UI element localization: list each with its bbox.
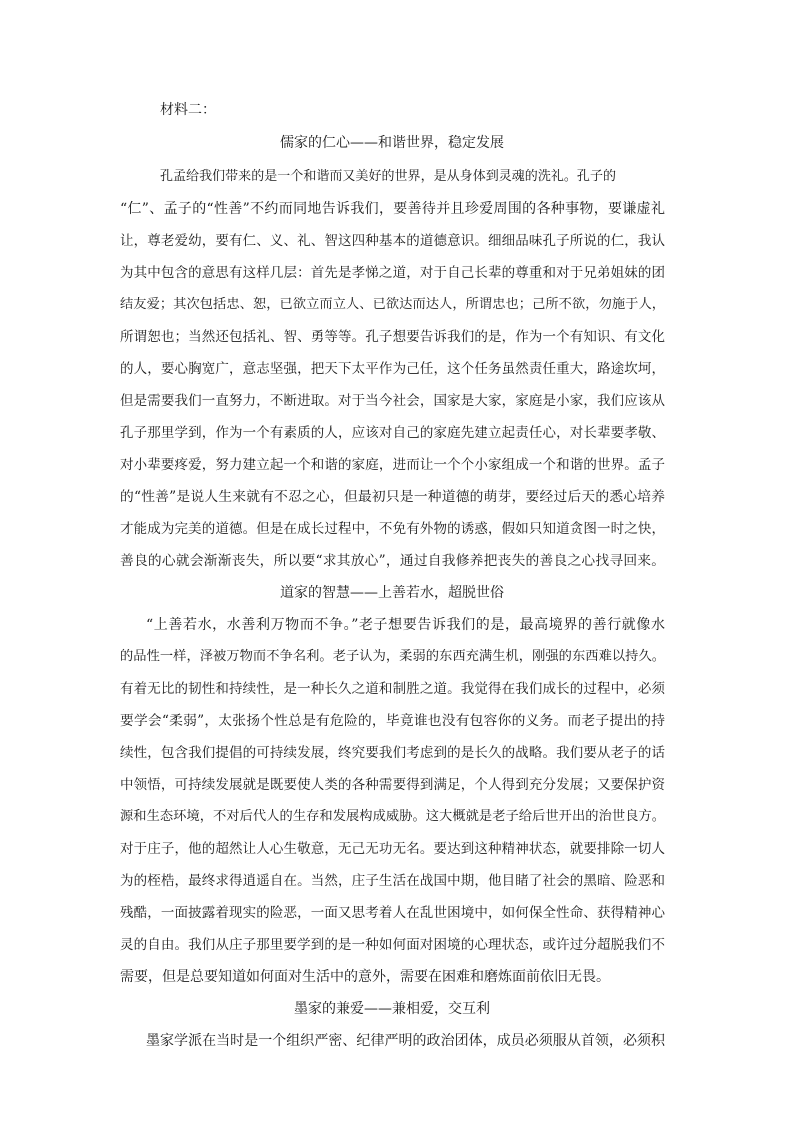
paragraph-line: 才能成为完美的道德。但是在成长过程中，不免有外物的诱惑，假如只知道贪图一时之快， (120, 521, 665, 537)
section-heading-mohist: 墨家的兼爱——兼相爱，交互利 (294, 1001, 490, 1017)
paragraph-line: 孔子那里学到，作为一个有素质的人，应该对自己的家庭先建立起责任心，对长辈要孝敬、 (120, 425, 665, 441)
paragraph-line: 的人，要心胸宽广，意志坚强，把天下太平作为己任，这个任务虽然责任重大，路途坎坷， (120, 361, 665, 377)
paragraph-line: 源和生态环境，不对后代人的生存和发展构成威胁。这大概就是老子给后世开出的治世良方。 (120, 809, 665, 824)
paragraph-line: 但是需要我们一直努力，不断进取。对于当今社会，国家是大家，家庭是小家，我们应该从 (120, 393, 665, 409)
paragraph-line: 墨家学派在当时是一个组织严密、纪律严明的政治团体，成员必须服从首领，必须积 (146, 1033, 665, 1049)
paragraph-line: 所谓恕也；当然还包括礼、智、勇等等。孔子想要告诉我们的是，作为一个有知识、有文化 (120, 329, 665, 345)
section-heading-daoist: 道家的智慧——上善若水，超脱世俗 (280, 585, 504, 601)
paragraph-line: 续性，包含我们提倡的可持续发展，终究要我们考虑到的是长久的战略。我们要从老子的话 (120, 745, 665, 761)
paragraph-line: 要学会“柔弱”，太张扬个性总是有危险的，毕竟谁也没有包容你的义务。而老子提出的持 (120, 713, 665, 729)
paragraph-line: “上善若水，水善利万物而不争。”老子想要告诉我们的是，最高境界的善行就像水 (146, 617, 665, 633)
paragraph-line: 为的桎梏，最终求得逍遥自在。当然，庄子生活在战国中期，他目睹了社会的黑暗、险恶和 (120, 873, 665, 889)
paragraph-line: 善良的心就会渐渐丧失，所以要“求其放心”，通过自我修养把丧失的善良之心找寻回来。 (120, 553, 665, 569)
paragraph-line: “仁”、孟子的“性善”不约而同地告诉我们，要善待并且珍爱周围的各种事物，要谦虚礼 (120, 201, 665, 217)
paragraph-line: 让，尊老爱幼，要有仁、义、礼、智这四种基本的道德意识。细细品味孔子所说的仁，我认 (120, 233, 665, 249)
paragraph-line: 结友爱；其次包括忠、恕，已欲立而立人、已欲达而达人，所谓忠也；己所不欲，勿施于人， (120, 297, 665, 312)
paragraph-line: 对于庄子，他的超然让人心生敬意，无己无功无名。要达到这种精神状态，就要排除一切人 (120, 841, 665, 857)
paragraph-line: 灵的自由。我们从庄子那里要学到的是一种如何面对困境的心理状态，或许过分超脱我们不 (120, 937, 665, 953)
material-label: 材料二： (160, 102, 216, 118)
paragraph-line: 的“性善”是说人生来就有不忍之心，但最初只是一种道德的萌芽，要经过后天的悉心培养 (120, 489, 665, 505)
paragraph-line: 为其中包含的意思有这样几层：首先是孝悌之道，对于自己长辈的尊重和对于兄弟姐妹的团 (120, 265, 665, 281)
paragraph-line: 的品性一样，泽被万物而不争名利。老子认为，柔弱的东西充满生机，刚强的东西难以持久。 (120, 649, 665, 664)
paragraph-line: 残酷，一面披露着现实的险恶，一面又思考着人在乱世困境中，如何保全性命、获得精神心 (120, 905, 665, 921)
paragraph-line: 中领悟，可持续发展就是既要使人类的各种需要得到满足，个人得到充分发展；又要保护资 (120, 777, 665, 793)
section-heading-confucian: 儒家的仁心——和谐世界，稳定发展 (280, 135, 504, 151)
paragraph-line: 有着无比的韧性和持续性，是一种长久之道和制胜之道。我觉得在我们成长的过程中，必须 (120, 681, 665, 697)
paragraph-line: 孔孟给我们带来的是一个和谐而又美好的世界，是从身体到灵魂的洗礼。孔子的 (160, 169, 616, 184)
paragraph-line: 需要，但是总要知道如何面对生活中的意外，需要在困难和磨炼面前依旧无畏。 (120, 969, 610, 985)
paragraph-line: 对小辈要疼爱，努力建立起一个和谐的家庭，进而让一个个小家组成一个和谐的世界。孟子 (120, 457, 665, 473)
